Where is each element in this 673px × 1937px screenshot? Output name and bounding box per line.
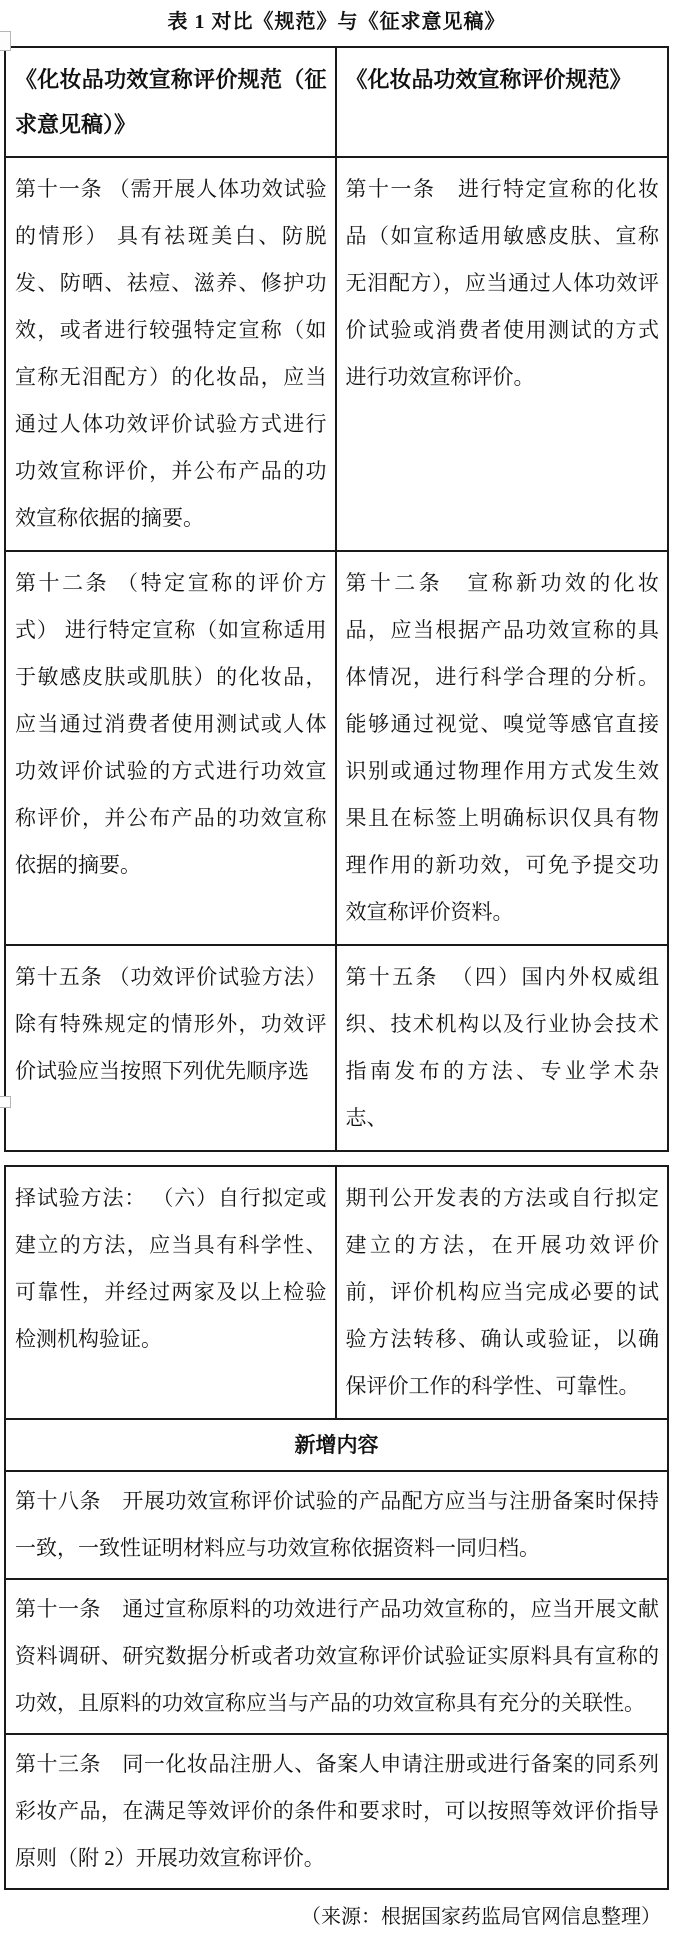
cell-article11-draft: 第十一条 （需开展人体功效试验的情形） 具有祛斑美白、防脱发、防晒、祛痘、滋养、修护功效，或者进行较强特定宣称（如宣称无泪配方）的化妆品，应当通过人体功效评价试验方式进行功效宣称评价，并公布产品的功效宣称依据的摘要。 <box>6 158 337 550</box>
cell-article15-final: 第十五条 （四）国内外权威组织、技术机构以及行业协会技术指南发布的方法、专业学术杂志、 <box>345 965 659 1130</box>
table-handle-icon <box>0 31 11 51</box>
cell-article15-draft-continued: 择试验方法： （六）自行拟定或建立的方法，应当具有科学性、可靠性，并经过两家及以上检验检测机构验证。 <box>6 1167 337 1418</box>
cell-article15-draft: 第十五条 （功效评价试验方法）除有特殊规定的情形外，功效评价试验应当按照下列优先顺序选 <box>6 946 337 1150</box>
table-header-row <box>6 48 667 158</box>
cell-article13-new: 第十三条 同一化妆品注册人、备案人申请注册或进行备案的同系列彩妆产品，在满足等效评价的条件和要求时，可以按照等效评价指导原则（附 2）开展功效宣称评价。 <box>15 1752 659 1870</box>
cell-article12-final: 第十二条 宣称新功效的化妆品，应当根据产品功效宣称的具体情况，进行科学合理的分析。能够通过视觉、嗅觉等感官直接识别或通过物理作用方式发生效果且在标签上明确标识仅具有物理作用的新功效，可免予提交功效宣称评价资料。 <box>345 571 659 924</box>
table-row <box>6 552 667 946</box>
table-handle-icon <box>0 1096 11 1108</box>
table-row <box>6 158 667 552</box>
cell-article11-final: 第十一条 进行特定宣称的化妆品（如宣称适用敏感皮肤、宣称无泪配方），应当通过人体功效评价试验或消费者使用测试的方式进行功效宣称评价。 <box>345 177 659 389</box>
column-header-final: 《化妆品功效宣称评价规范》 <box>345 67 632 92</box>
new-content-section-header: 新增内容 <box>6 1420 667 1472</box>
cell-article15-final-continued: 期刊公开发表的方法或自行拟定建立的方法，在开展功效评价前，评价机构应当完成必要的试验方法转移、确认或验证，以确保评价工作的科学性、可靠性。 <box>345 1186 659 1398</box>
cell-article11-new: 第十一条 通过宣称原料的功效进行产品功效宣称的，应当开展文献资料调研、研究数据分析或者功效宣称评价试验证实原料具有宣称的功效，且原料的功效宣称应当与产品的功效宣称具有充分的关联性。 <box>6 1580 667 1735</box>
cell-article12-draft: 第十二条 （特定宣称的评价方式） 进行特定宣称（如宣称适用于敏感皮肤或肌肤）的化妆品，应当通过消费者使用测试或人体功效评价试验的方式进行功效宣称评价，并公布产品的功效宣称依据的摘要。 <box>6 552 337 944</box>
comparison-table-part2 <box>4 1165 669 1890</box>
comparison-table-part1 <box>4 46 669 1152</box>
table-row <box>6 946 667 1150</box>
table-caption: 表 1 对比《规范》与《征求意见稿》 <box>167 11 506 33</box>
table-row <box>6 1167 667 1420</box>
cell-article18-new: 第十八条 开展功效宣称评价试验的产品配方应当与注册备案时保持一致，一致性证明材料应与功效宣称依据资料一同归档。 <box>6 1472 667 1580</box>
column-header-draft: 《化妆品功效宣称评价规范（征求意见稿）》 <box>6 48 337 156</box>
source-note: （来源：根据国家药监局官网信息整理） <box>301 1906 661 1928</box>
